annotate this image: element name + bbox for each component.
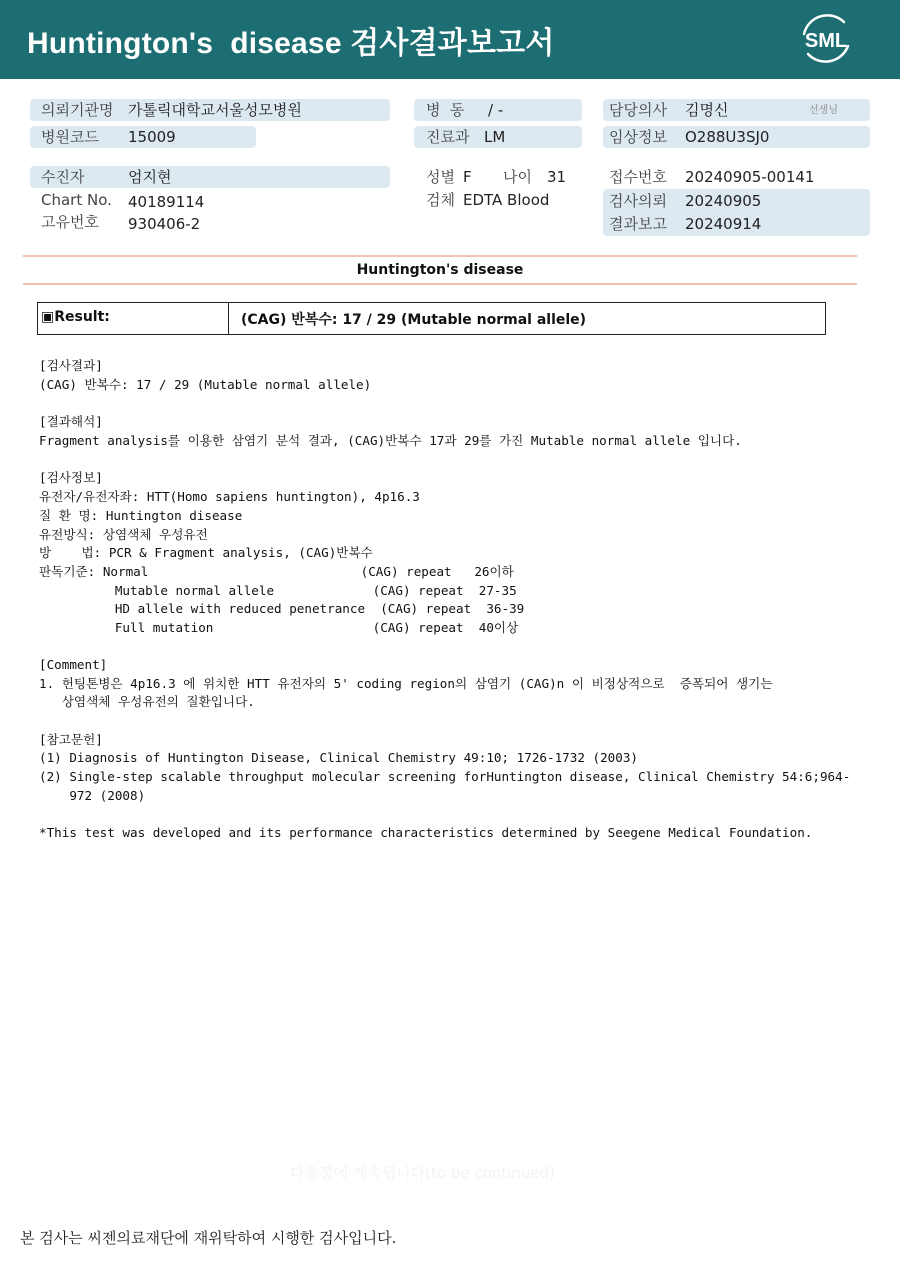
report-label: 결과보고 — [609, 215, 667, 233]
request-value: 20240905 — [685, 192, 762, 210]
result-label-cell — [38, 303, 229, 334]
sex-label: 성별 — [426, 168, 455, 186]
institution-label: 의뢰기관명 — [41, 101, 114, 119]
chart-value: 40189114 — [128, 193, 205, 211]
sex-value: F — [463, 168, 472, 186]
patient-value: 엄지현 — [128, 168, 172, 186]
request-label: 검사의뢰 — [609, 192, 667, 210]
report-line: 1. 헌팅톤병은 4p16.3 에 위치한 HTT 유전자의 5' coding region의 삼염기 (CAG)n 이 비정상적으로 증폭되어 생기는 — [39, 676, 773, 691]
receipt-value: 20240905-00141 — [685, 168, 815, 186]
result-box — [37, 302, 826, 335]
age-value: 31 — [547, 168, 567, 186]
report-line: 972 (2008) — [39, 788, 146, 803]
ward-value: / - — [488, 101, 504, 119]
report-line: 질 환 명: Huntington disease — [39, 508, 243, 523]
unique-label: 고유번호 — [41, 213, 99, 231]
divider-top — [23, 255, 857, 257]
report-line: [결과해석] — [39, 414, 103, 429]
report-line: [검사결과] — [39, 358, 103, 373]
clinical-value: O288U3SJ0 — [685, 128, 770, 146]
divider-bottom — [23, 283, 857, 285]
report-line: 상염색체 우성유전의 질환입니다. — [39, 694, 255, 709]
chart-label: Chart No. — [41, 191, 112, 209]
report-line: HD allele with reduced penetrance (CAG) repeat 36-39 — [39, 601, 525, 616]
report-line: 방 법: PCR & Fragment analysis, (CAG)반복수 — [39, 545, 373, 560]
specimen-label: 검체 — [426, 191, 455, 209]
ward-label: 병 동 — [426, 101, 465, 119]
report-line: (2) Single-step scalable throughput molecular screening forHuntington disease, Clinical Chemistry 54:6;964- — [39, 769, 851, 784]
report-header — [0, 0, 900, 79]
report-line: [검사정보] — [39, 470, 103, 485]
age-label: 나이 — [503, 168, 532, 186]
section-title: Huntington's disease — [356, 262, 524, 278]
report-line: (1) Diagnosis of Huntington Disease, Clinical Chemistry 49:10; 1726-1732 (2003) — [39, 750, 638, 765]
report-line: 판독기준: Normal (CAG) repeat 26이하 — [39, 564, 514, 579]
unique-value: 930406-2 — [128, 215, 201, 233]
report-title: Huntington's disease 검사결과보고서 — [27, 27, 555, 60]
specimen-value: EDTA Blood — [463, 191, 550, 209]
report-line: Mutable normal allele (CAG) repeat 27-35 — [39, 583, 517, 598]
doctor-value: 김명신 — [685, 101, 729, 119]
hospital-code-label: 병원코드 — [41, 128, 99, 146]
result-value: (CAG) 반복수: 17 / 29 (Mutable normal allele) — [241, 312, 587, 328]
report-line: (CAG) 반복수: 17 / 29 (Mutable normal allele) — [39, 377, 372, 392]
report-line: [Comment] — [39, 657, 108, 672]
report-line: *This test was developed and its performance characteristics determined by Seegene Medical Foundation. — [39, 825, 813, 840]
receipt-label: 접수번호 — [609, 168, 667, 186]
report-line: 유전방식: 상염색체 우성유전 — [39, 527, 208, 542]
result-label: ▣Result: — [41, 309, 110, 325]
hospital-code-value: 15009 — [128, 128, 176, 146]
report-line: [참고문헌] — [39, 732, 103, 747]
institution-value: 가톨릭대학교서울성모병원 — [128, 101, 302, 119]
report-line: 유전자/유전자좌: HTT(Homo sapiens huntington), 4p16.3 — [39, 489, 420, 504]
doctor-suffix: 선생님 — [809, 105, 838, 116]
dept-label: 진료과 — [426, 128, 470, 146]
logo-text: SML — [804, 30, 848, 52]
dept-value: LM — [484, 128, 506, 146]
report-line: Fragment analysis를 이용한 삼염기 분석 결과, (CAG)반복수 17과 29를 가진 Mutable normal allele 입니다. — [39, 433, 742, 448]
patient-label: 수진자 — [41, 168, 85, 186]
doctor-label: 담당의사 — [609, 101, 667, 119]
continued-note: 다음장에 계속됩니다(to be continued) — [290, 1164, 555, 1182]
report-value: 20240914 — [685, 215, 762, 233]
sml-logo — [796, 12, 856, 66]
footer-note: 본 검사는 씨젠의료재단에 재위탁하여 시행한 검사입니다. — [20, 1229, 397, 1247]
clinical-label: 임상정보 — [609, 128, 667, 146]
report-line: Full mutation (CAG) repeat 40이상 — [39, 620, 519, 635]
